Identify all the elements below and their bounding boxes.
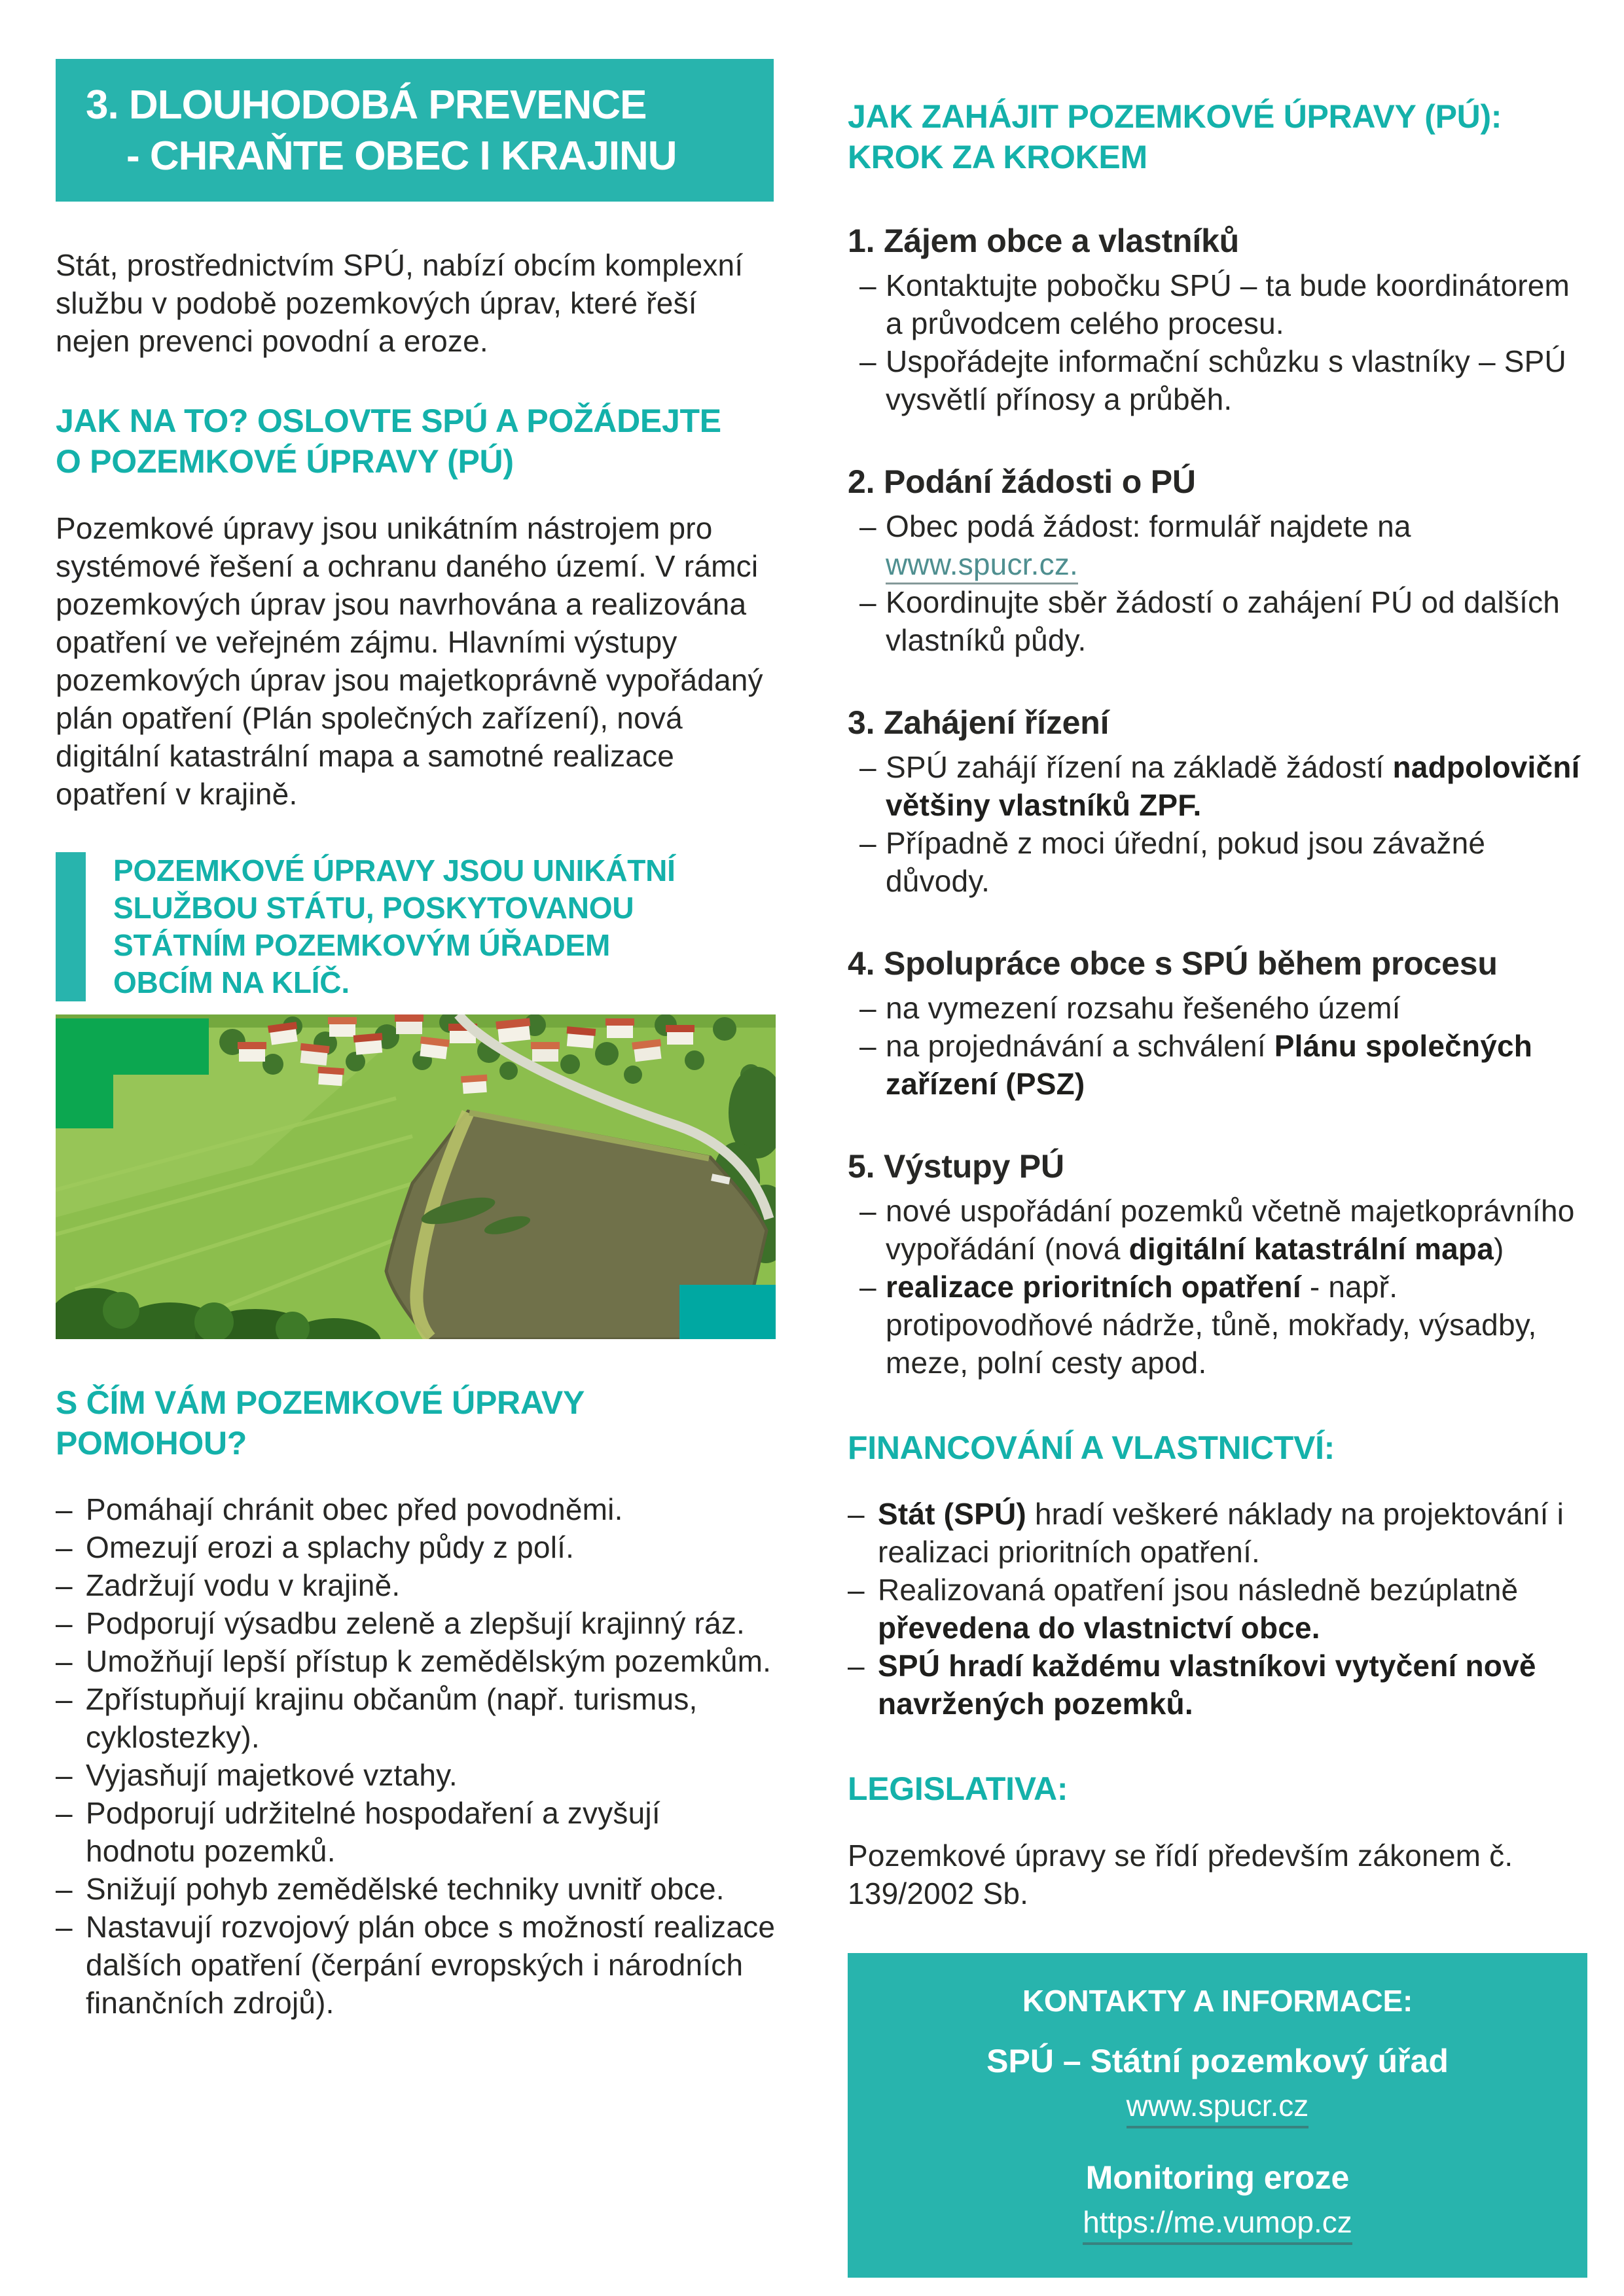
bullet-text: Realizovaná opatření jsou následně bezúplatně bbox=[878, 1573, 1519, 1607]
page-title-line1: 3. DLOUHODOBÁ PREVENCE bbox=[86, 82, 647, 128]
list-item bbox=[848, 1571, 1587, 1647]
teal-accent-rect bbox=[679, 1285, 776, 1339]
step-1 bbox=[848, 221, 1587, 418]
bullet-text-bold: Stát (SPÚ) bbox=[878, 1497, 1026, 1531]
step-title: 1. Zájem obce a vlastníků bbox=[848, 222, 1240, 259]
spucr-link[interactable]: www.spucr.cz. bbox=[886, 547, 1078, 584]
bullet-text: SPÚ zahájí řízení na základě žádostí bbox=[886, 749, 1393, 784]
list-item: – Podporují výsadbu zeleně a zlepšují krajinný ráz. bbox=[56, 1604, 776, 1642]
step-title: 2. Podání žádosti o PÚ bbox=[848, 463, 1196, 500]
aerial-photo-illustration bbox=[56, 1014, 776, 1339]
bullet-text: na projednávání a schválení bbox=[886, 1028, 1274, 1063]
legislation-heading: LEGISLATIVA: bbox=[848, 1770, 1068, 1807]
left-column bbox=[56, 59, 776, 2022]
step-3 bbox=[848, 702, 1587, 900]
callout-text: POZEMKOVÉ ÚPRAVY JSOU UNIKÁTNÍ SLUŽBOU STÁTU, POSKYTOVANOU STÁTNÍM POZEMKOVÝM ÚŘADEM OBCÍM NA KLÍČ. bbox=[113, 853, 676, 999]
benefits-list bbox=[56, 1490, 776, 2022]
contact-box bbox=[848, 1953, 1587, 2278]
how-to-heading: JAK NA TO? OSLOVTE SPÚ A POŽÁDEJTE O POZEMKOVÉ ÚPRAVY (PÚ) bbox=[56, 403, 721, 480]
bullet-text: Uspořádejte informační schůzku s vlastníky – SPÚ vysvětlí přínosy a průběh. bbox=[886, 344, 1566, 416]
bullet-text: Případně z moci úřední, pokud jsou závažné důvody. bbox=[886, 825, 1486, 898]
financing-list bbox=[848, 1495, 1587, 1723]
step-bullets bbox=[859, 748, 1587, 900]
list-item bbox=[859, 748, 1587, 824]
bullet-text: Obec podá žádost: formulář najdete na bbox=[886, 509, 1411, 543]
callout-block bbox=[56, 852, 776, 1001]
list-item: – Podporují udržitelné hospodaření a zvyšují hodnotu pozemků. bbox=[56, 1794, 776, 1870]
monitoring-label: Monitoring eroze bbox=[1085, 2159, 1350, 2196]
callout-accent-bar bbox=[56, 852, 86, 1001]
spucr-url-link[interactable]: www.spucr.cz bbox=[1127, 2088, 1309, 2128]
how-to-paragraph: Pozemkové úpravy jsou unikátním nástrojem pro systémové řešení a ochranu daného území. V rámci pozemkových úprav jsou navrhována a realizována opatření ve veřejném zájmu. Hlavními výstupy pozemkových úprav jsou majetkoprávně vypořádaný plán opatření (Plán společných zařízení), nová digitální katastrální mapa a samotné realizace opatření v krajině. bbox=[56, 511, 763, 811]
bullet-text-bold: SPÚ hradí každému vlastníkovi vytyčení nově navržených pozemků. bbox=[878, 1649, 1536, 1721]
aerial-photo bbox=[56, 1014, 776, 1339]
step-bullets bbox=[859, 507, 1587, 659]
list-item bbox=[859, 266, 1587, 342]
bullet-text: - např. protipovodňové nádrže, tůně, mokřady, výsadby, meze, polní cesty apod. bbox=[886, 1269, 1537, 1380]
bullet-text: Kontaktujte pobočku SPÚ – ta bude koordinátorem a průvodcem celého procesu. bbox=[886, 268, 1570, 340]
list-item: – Zpřístupňují krajinu občanům (např. turismus, cyklostezky). bbox=[56, 1680, 776, 1756]
legislation-text: Pozemkové úpravy se řídí především zákonem č. 139/2002 Sb. bbox=[848, 1838, 1513, 1910]
list-item: – Nastavují rozvojový plán obce s možností realizace dalších opatření (čerpání evropských i národních finančních zdrojů). bbox=[56, 1908, 776, 2022]
list-item: – Vyjasňují majetkové vztahy. bbox=[56, 1756, 776, 1794]
list-item bbox=[859, 824, 1587, 900]
list-item: – Zadržují vodu v krajině. bbox=[56, 1566, 776, 1604]
list-item bbox=[859, 507, 1587, 583]
list-item: – Snižují pohyb zemědělské techniky uvnitř obce. bbox=[56, 1870, 776, 1908]
bullet-text: Koordinujte sběr žádostí o zahájení PÚ od dalších vlastníků půdy. bbox=[886, 584, 1561, 657]
bullet-text-bold: převedena do vlastnictví obce. bbox=[878, 1611, 1320, 1645]
step-2 bbox=[848, 461, 1587, 659]
step-5 bbox=[848, 1146, 1587, 1382]
contact-heading: KONTAKTY A INFORMACE: bbox=[1022, 1983, 1413, 2018]
intro-paragraph: Stát, prostřednictvím SPÚ, nabízí obcím komplexní službu v podobě pozemkových úprav, které řeší nejen prevenci povodní a eroze. bbox=[56, 248, 744, 358]
step-title: 3. Zahájení řízení bbox=[848, 704, 1110, 741]
list-item bbox=[859, 989, 1587, 1027]
contact-org: SPÚ – Státní pozemkový úřad bbox=[986, 2042, 1449, 2079]
step-4 bbox=[848, 943, 1587, 1103]
green-accent-rect-top bbox=[56, 1018, 209, 1075]
list-item: – Pomáhají chránit obec před povodněmi. bbox=[56, 1490, 776, 1528]
step-bullets bbox=[859, 266, 1587, 418]
bullet-text: na vymezení rozsahu řešeného území bbox=[886, 990, 1401, 1025]
list-item bbox=[859, 583, 1587, 659]
step-bullets bbox=[859, 989, 1587, 1103]
step-title: 5. Výstupy PÚ bbox=[848, 1147, 1064, 1185]
right-column bbox=[848, 69, 1587, 2278]
step-bullets bbox=[859, 1192, 1587, 1382]
title-banner bbox=[56, 59, 774, 202]
vumop-url-link[interactable]: https://me.vumop.cz bbox=[1083, 2204, 1352, 2245]
list-item: – Omezují erozi a splachy půdy z polí. bbox=[56, 1528, 776, 1566]
page-title-line2: - CHRAŇTE OBEC I KRAJINU bbox=[126, 134, 677, 179]
list-item bbox=[859, 1027, 1587, 1103]
list-item bbox=[848, 1495, 1587, 1571]
bullet-text-bold: Plánu společných zařízení (PSZ) bbox=[886, 1028, 1533, 1101]
list-item bbox=[859, 1192, 1587, 1268]
bullet-text: ) bbox=[1493, 1231, 1504, 1266]
list-item: – Umožňují lepší přístup k zemědělským pozemkům. bbox=[56, 1642, 776, 1680]
list-item bbox=[859, 1268, 1587, 1382]
list-item bbox=[859, 342, 1587, 418]
benefits-heading: S ČÍM VÁM POZEMKOVÉ ÚPRAVY POMOHOU? bbox=[56, 1384, 585, 1462]
list-item bbox=[848, 1647, 1587, 1723]
steps-heading: JAK ZAHÁJIT POZEMKOVÉ ÚPRAVY (PÚ): KROK ZA KROKEM bbox=[848, 98, 1502, 175]
bullet-text-bold: realizace prioritních opatření bbox=[886, 1269, 1301, 1304]
bullet-text-bold: nadpoloviční většiny vlastníků ZPF. bbox=[886, 749, 1580, 822]
green-accent-rect-bottom bbox=[56, 1075, 113, 1128]
bullet-text: hradí veškeré náklady na projektování i realizaci prioritních opatření. bbox=[878, 1497, 1564, 1569]
financing-heading: FINANCOVÁNÍ A VLASTNICTVÍ: bbox=[848, 1429, 1335, 1466]
bullet-text: nové uspořádání pozemků včetně majetkoprávního vypořádání (nová bbox=[886, 1193, 1575, 1266]
bullet-text-bold: digitální katastrální mapa bbox=[1128, 1231, 1494, 1266]
step-title: 4. Spolupráce obce s SPÚ během procesu bbox=[848, 944, 1498, 982]
